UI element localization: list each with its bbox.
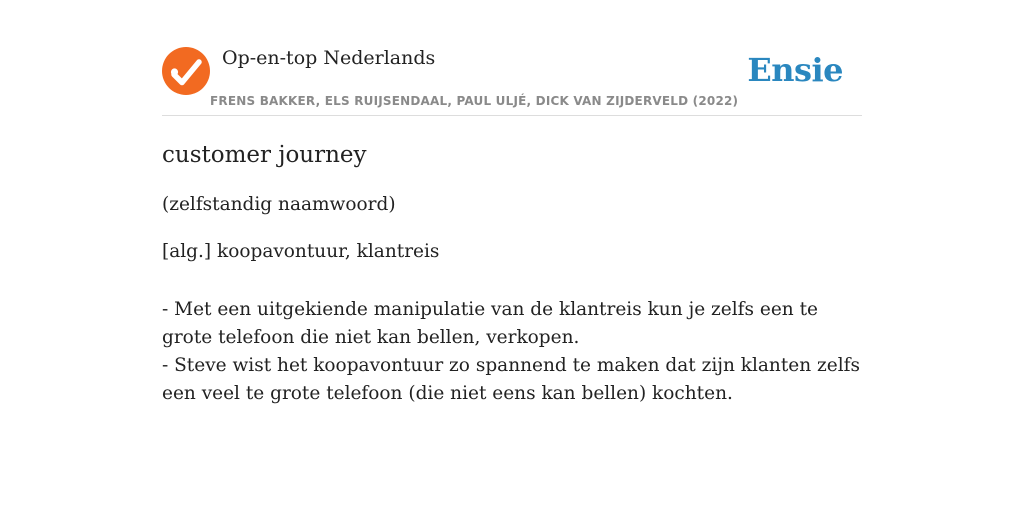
ensie-logo[interactable]: Ensie bbox=[747, 51, 843, 89]
orange-checkmark-icon bbox=[162, 47, 210, 95]
entry-card bbox=[162, 46, 862, 408]
part-of-speech: (zelfstandig naamwoord) bbox=[162, 194, 396, 215]
example-sentence: - Met een uitgekiende manipulatie van de klantreis kun je zelfs een te grote telefoon die niet kan bellen, verkopen. bbox=[162, 299, 818, 348]
example-list bbox=[162, 296, 862, 408]
source-authors: FRENS BAKKER, ELS RUIJSENDAAL, PAUL ULJÉ, DICK VAN ZIJDERVELD (2022) bbox=[210, 94, 739, 108]
source-title[interactable]: Op-en-top Nederlands bbox=[222, 47, 436, 69]
source-header bbox=[162, 46, 862, 116]
entry-definition: [alg.] koopavontuur, klantreis bbox=[162, 241, 440, 262]
entry-term: customer journey bbox=[162, 142, 367, 168]
example-sentence: - Steve wist het koopavontuur zo spannend te maken dat zijn klanten zelfs een veel te grote telefoon (die niet eens kan bellen) kochten. bbox=[162, 355, 860, 404]
